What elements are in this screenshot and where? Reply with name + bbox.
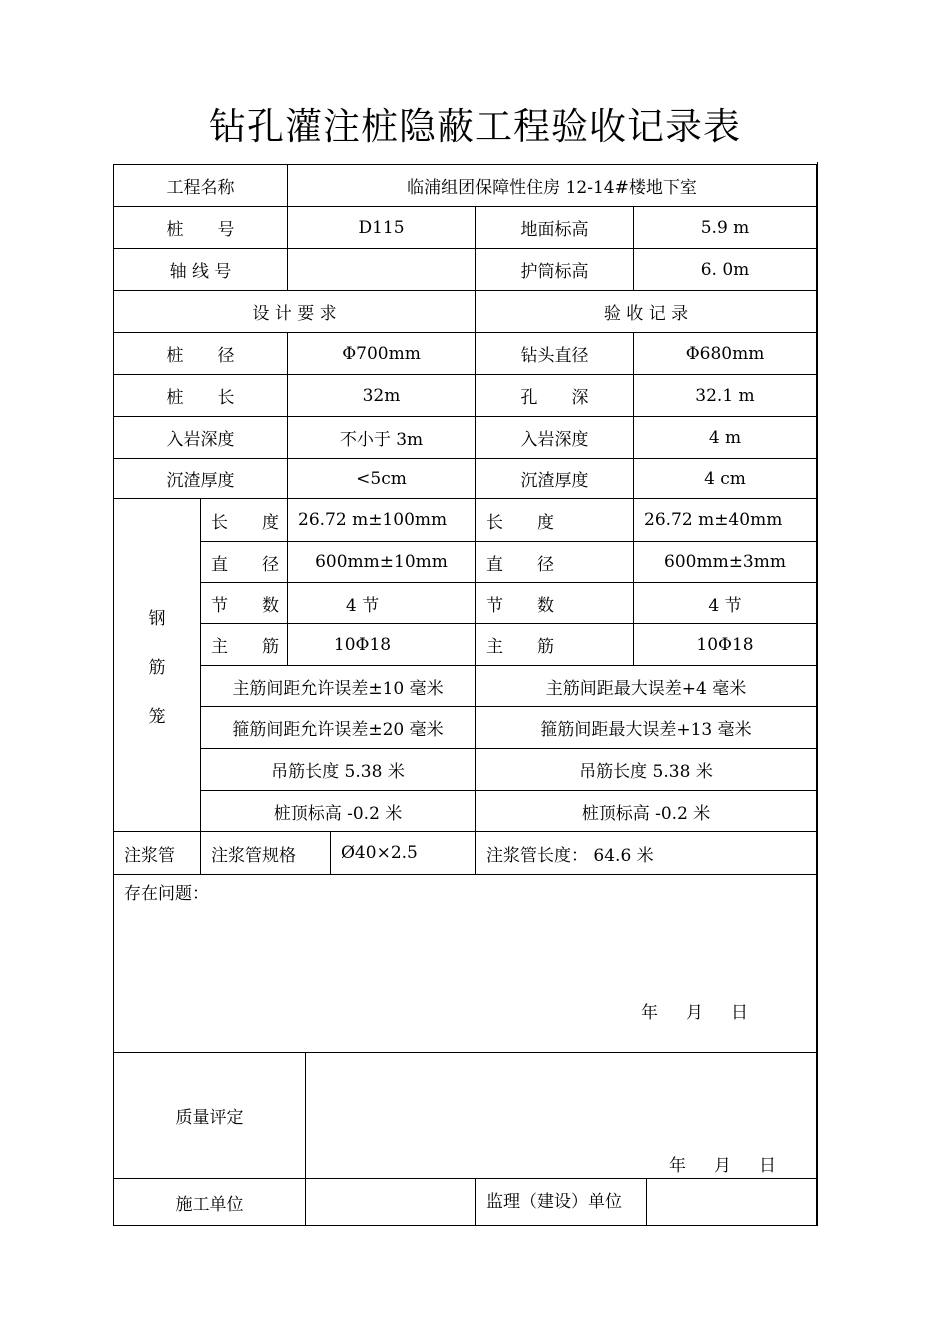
design-value: <5cm [287, 458, 476, 499]
record-label: 沉渣厚度 [475, 458, 634, 499]
design-value: Φ700mm [287, 332, 476, 375]
cage-design-label: 主 筋 [200, 623, 288, 666]
supervisor-label: 监理（建设）单位 [475, 1178, 647, 1226]
supervisor-sign [646, 1178, 817, 1226]
record-label: 孔 深 [475, 374, 634, 417]
record-header: 验 收 记 录 [475, 290, 817, 333]
cage-label-char: 筋 [148, 657, 166, 678]
pile-no-value: D115 [287, 206, 476, 249]
cage-label [113, 498, 201, 832]
record-label: 钻头直径 [475, 332, 634, 375]
cage-wide-record: 箍筋间距最大误差+13 毫米 [475, 706, 817, 749]
cage-wide-record: 桩顶标高 -0.2 米 [475, 790, 817, 832]
cage-record-label: 节 数 [475, 582, 634, 624]
project-value: 临浦组团保障性住房 12-14#楼地下室 [287, 164, 817, 207]
quality-year: 年 [669, 1156, 686, 1176]
cage-record-value: 600mm±3mm [633, 541, 817, 583]
design-header: 设 计 要 求 [113, 290, 476, 333]
design-value: 不小于 3m [287, 416, 476, 459]
record-label: 入岩深度 [475, 416, 634, 459]
cage-design-label: 直 径 [200, 541, 288, 583]
cage-design-value: 600mm±10mm [287, 541, 476, 583]
cage-record-label: 直 径 [475, 541, 634, 583]
cage-wide-design: 桩顶标高 -0.2 米 [200, 790, 476, 832]
table-outer-rule [817, 162, 818, 1226]
issues-label: 存在问题： [124, 884, 209, 904]
contractor-label: 施工单位 [113, 1178, 306, 1226]
cage-wide-record: 主筋间距最大误差+4 毫米 [475, 665, 817, 707]
cage-design-label: 节 数 [200, 582, 288, 624]
record-value: 32.1 m [633, 374, 817, 417]
axis-no-value [287, 248, 476, 291]
quality-label: 质量评定 [113, 1052, 306, 1179]
cage-design-spacer [436, 582, 476, 624]
axis-no-label: 轴 线 号 [113, 248, 288, 291]
cage-label-char: 钢 [148, 608, 166, 629]
cage-record-label: 主 筋 [475, 623, 634, 666]
record-value: 4 m [633, 416, 817, 459]
design-label: 桩 径 [113, 332, 288, 375]
quality-day: 日 [759, 1156, 776, 1176]
cage-design-value: 26.72 m±100mm [287, 498, 476, 542]
project-label: 工程名称 [113, 164, 288, 207]
cage-design-spacer [436, 623, 476, 666]
design-value: 32m [287, 374, 476, 417]
cage-wide-record: 吊筋长度 5.38 米 [475, 748, 817, 791]
cage-record-label: 长 度 [475, 498, 634, 542]
record-value: 4 cm [633, 458, 817, 499]
cage-wide-design: 主筋间距允许误差±10 毫米 [200, 665, 476, 707]
cage-record-value: 4 节 [633, 582, 817, 624]
cage-design-value: 10Φ18 [287, 623, 437, 666]
page-title: 钻孔灌注桩隐蔽工程验收记录表 [209, 105, 741, 148]
design-label: 桩 长 [113, 374, 288, 417]
grout-length: 注浆管长度： 64.6 米 [475, 831, 817, 875]
cage-label-char: 笼 [148, 706, 166, 727]
ground-elev-label: 地面标高 [475, 206, 634, 249]
grout-spec-value: Ø40×2.5 [330, 831, 476, 875]
cage-design-value: 4 节 [287, 582, 437, 624]
casing-elev-label: 护筒标高 [475, 248, 634, 291]
issues-day: 日 [731, 1003, 748, 1023]
pile-no-label: 桩 号 [113, 206, 288, 249]
issues-year: 年 [641, 1003, 658, 1023]
issues-section [113, 874, 817, 1053]
cage-design-label: 长 度 [200, 498, 288, 542]
cage-wide-design: 箍筋间距允许误差±20 毫米 [200, 706, 476, 749]
quality-date [669, 1151, 804, 1176]
quality-month: 月 [714, 1156, 731, 1176]
cage-record-value: 10Φ18 [633, 623, 817, 666]
record-value: Φ680mm [633, 332, 817, 375]
casing-elev-value: 6. 0m [633, 248, 817, 291]
design-label: 入岩深度 [113, 416, 288, 459]
grout-spec-label: 注浆管规格 [200, 831, 331, 875]
issues-month: 月 [686, 1003, 703, 1023]
design-label: 沉渣厚度 [113, 458, 288, 499]
ground-elev-value: 5.9 m [633, 206, 817, 249]
cage-wide-design: 吊筋长度 5.38 米 [200, 748, 476, 791]
issues-date [641, 998, 776, 1023]
grout-label: 注浆管 [113, 831, 201, 875]
contractor-sign [305, 1178, 476, 1226]
cage-record-value: 26.72 m±40mm [633, 498, 817, 542]
